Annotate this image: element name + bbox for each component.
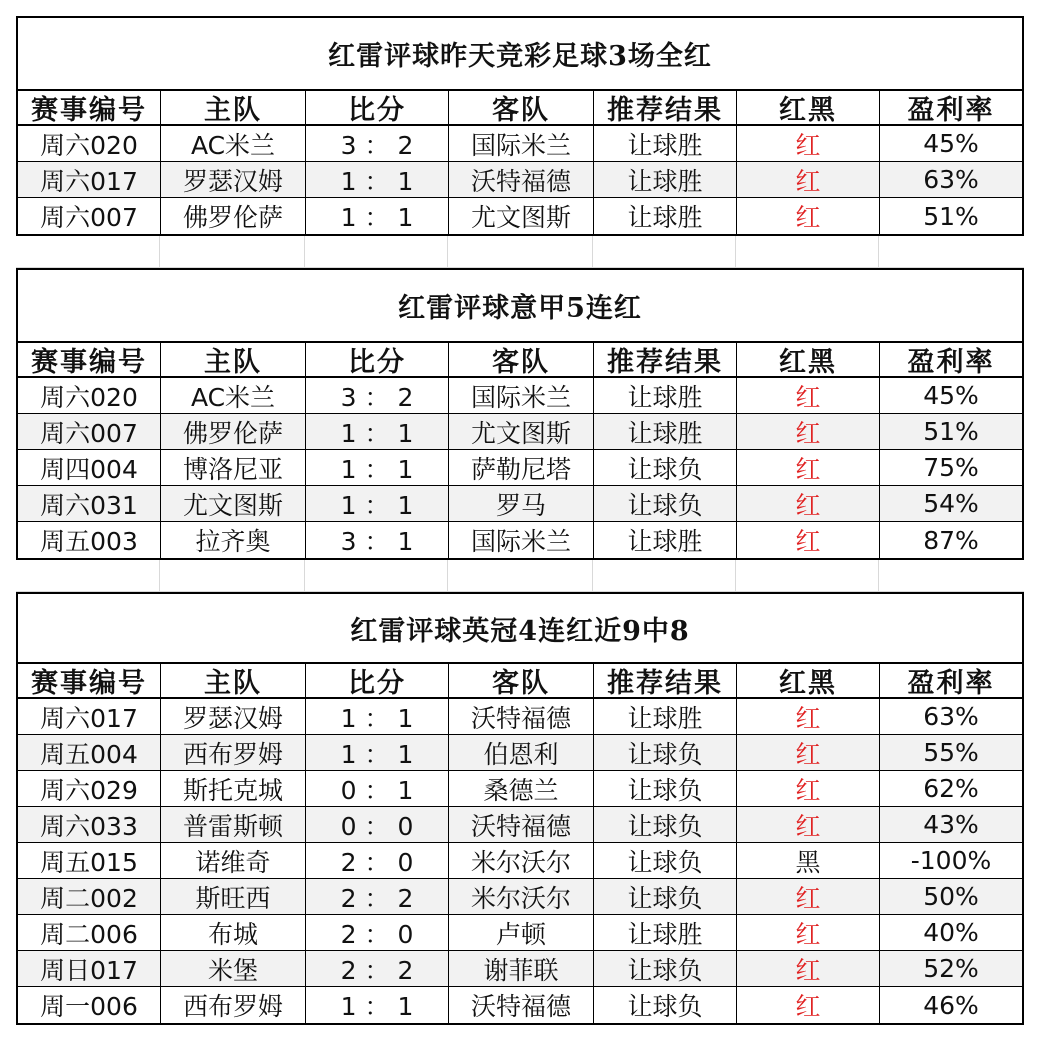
profit-cell: 45% [880,126,1022,162]
away-team-cell: 国际米兰 [449,522,594,558]
result-cell: 红 [737,198,880,234]
match-id-cell: 周一006 [18,987,161,1023]
table-row [18,879,1022,915]
pick-cell: 让球负 [594,987,737,1023]
score-cell: 2 ： 0 [306,843,449,879]
profit-cell: 40% [880,915,1022,951]
table-body [18,126,1022,234]
score-cell: 2 ： 0 [306,915,449,951]
result-cell: 红 [737,414,880,450]
home-team-cell: 拉齐奥 [161,522,306,558]
home-team-cell: 斯托克城 [161,771,306,807]
result-cell: 红 [737,771,880,807]
home-team-cell: 诺维奇 [161,843,306,879]
pick-cell: 让球负 [594,486,737,522]
profit-cell: 54% [880,486,1022,522]
home-team-cell: 西布罗姆 [161,987,306,1023]
header-row [18,91,1022,126]
away-team-cell: 尤文图斯 [449,198,594,234]
table-block-3 [16,592,1024,1025]
profit-cell: 46% [923,990,979,1020]
away-team-cell: 国际米兰 [449,378,594,414]
table-row [18,807,1022,843]
table-row [18,915,1022,951]
away-team-cell: 尤文图斯 [449,414,594,450]
score-cell: 2 ： 2 [306,879,449,915]
score-cell: 3 ： 2 [306,378,449,414]
result-cell: 红 [737,450,880,486]
match-id-cell: 周二002 [18,879,161,915]
gap-row-2 [16,556,1024,592]
away-team-cell: 米尔沃尔 [449,879,594,915]
pick-cell: 让球胜 [594,522,737,558]
header-cell: 赛事编号 [18,91,161,126]
table-title: 红雷评球英冠4连红近9中8 [18,594,1022,664]
header-row [18,343,1022,378]
score-cell: 1 ： 1 [306,735,449,771]
away-team-cell: 沃特福德 [449,807,594,843]
away-team-cell: 卢顿 [449,915,594,951]
away-team-cell: 谢菲联 [449,951,594,987]
score-cell: 3 ： 2 [306,126,449,162]
score-cell: 0 ： 0 [306,807,449,843]
pick-cell: 让球胜 [594,198,737,234]
pick-cell: 让球负 [594,843,737,879]
result-cell: 红 [737,951,880,987]
away-team-cell: 萨勒尼塔 [449,450,594,486]
away-team-cell: 桑德兰 [449,771,594,807]
score-cell: 1 ： 1 [306,450,449,486]
home-team-cell: 佛罗伦萨 [161,414,306,450]
pick-cell: 让球胜 [594,162,737,198]
score-cell: 1 ： 1 [306,486,449,522]
away-team-cell: 罗马 [449,486,594,522]
table-row [18,378,1022,414]
table-row [18,126,1022,162]
match-id-cell: 周二006 [18,915,161,951]
header-cell: 盈利率 [880,91,1022,126]
header-cell: 红黑 [737,91,880,126]
header-cell: 赛事编号 [18,664,161,699]
result-cell: 红 [737,915,880,951]
table-row [18,699,1022,735]
away-team-cell: 米尔沃尔 [449,843,594,879]
home-team-cell: 布城 [161,915,306,951]
match-id-cell: 周六007 [18,198,161,234]
score-cell: 1 ： 1 [306,987,449,1023]
home-team-cell: 佛罗伦萨 [161,198,306,234]
home-team-cell: 斯旺西 [161,879,306,915]
score-cell: 1 ： 1 [306,198,449,234]
profit-cell: 45% [880,378,1022,414]
pick-cell: 让球胜 [594,378,737,414]
profit-cell: 50% [880,879,1022,915]
match-id-cell: 周五003 [18,522,161,558]
pick-cell: 让球负 [594,450,737,486]
match-id-cell: 周六017 [18,699,161,735]
header-cell: 盈利率 [880,664,1022,699]
away-team-cell: 沃特福德 [449,699,594,735]
profit-cell: 63% [880,162,1022,198]
table-block-1 [16,16,1024,236]
result-cell: 红 [737,522,880,558]
header-cell: 红黑 [737,343,880,378]
result-cell: 红 [737,486,880,522]
gap-row-1 [16,232,1024,268]
header-cell: 盈利率 [880,343,1022,378]
result-cell: 红 [737,807,880,843]
result-cell: 红 [737,162,880,198]
away-team-cell: 伯恩利 [449,735,594,771]
score-cell: 3 ： 1 [306,522,449,558]
profit-cell: -100% [880,843,1022,879]
score-cell: 0 ： 1 [306,771,449,807]
table-row [18,951,1022,987]
pick-cell: 让球胜 [594,915,737,951]
header-cell: 推荐结果 [594,664,737,699]
table-title: 红雷评球昨天竞彩足球3场全红 [18,18,1022,91]
home-team-cell: 尤文图斯 [161,486,306,522]
header-cell: 主队 [161,91,306,126]
pick-cell: 让球负 [594,771,737,807]
result-cell: 红 [737,699,880,735]
header-cell: 客队 [449,91,594,126]
match-id-cell: 周五004 [18,735,161,771]
header-cell: 比分 [306,91,449,126]
profit-cell: 43% [880,807,1022,843]
match-id-cell: 周六031 [18,486,161,522]
match-id-cell: 周日017 [18,951,161,987]
home-team-cell: 罗瑟汉姆 [161,699,306,735]
table-body [18,378,1022,558]
pick-cell: 让球胜 [594,699,737,735]
away-team-cell: 沃特福德 [449,162,594,198]
pick-cell: 让球负 [594,807,737,843]
profit-cell: 75% [880,450,1022,486]
away-team-cell: 国际米兰 [449,126,594,162]
score-cell: 1 ： 1 [306,699,449,735]
table-row [18,771,1022,807]
match-id-cell: 周六033 [18,807,161,843]
header-cell: 赛事编号 [18,343,161,378]
table-row [18,414,1022,450]
table-row [18,987,1022,1023]
result-cell: 红 [737,126,880,162]
home-team-cell: 博洛尼亚 [161,450,306,486]
match-id-cell: 周六017 [18,162,161,198]
score-cell: 1 ： 1 [306,162,449,198]
match-id-cell: 周四004 [18,450,161,486]
match-id-cell: 周六029 [18,771,161,807]
header-cell: 红黑 [737,664,880,699]
header-cell: 比分 [306,664,449,699]
result-cell: 红 [737,987,880,1023]
home-team-cell: AC米兰 [161,378,306,414]
home-team-cell: 普雷斯顿 [161,807,306,843]
table-row [18,198,1022,234]
match-id-cell: 周六007 [18,414,161,450]
score-cell: 2 ： 2 [306,951,449,987]
profit-cell: 51% [923,201,979,231]
pick-cell: 让球负 [594,879,737,915]
match-id-cell: 周六020 [18,378,161,414]
header-cell: 主队 [161,664,306,699]
header-cell: 客队 [449,343,594,378]
header-cell: 推荐结果 [594,343,737,378]
table-row [18,450,1022,486]
profit-cell: 51% [880,414,1022,450]
header-cell: 客队 [449,664,594,699]
header-cell: 推荐结果 [594,91,737,126]
result-cell: 红 [737,378,880,414]
profit-cell: 62% [880,771,1022,807]
table-row [18,522,1022,558]
table-body [18,699,1022,1023]
result-cell: 红 [737,879,880,915]
pick-cell: 让球负 [594,735,737,771]
match-id-cell: 周五015 [18,843,161,879]
pick-cell: 让球负 [594,951,737,987]
table-row [18,735,1022,771]
result-cell: 红 [737,735,880,771]
profit-cell: 87% [923,525,979,555]
score-cell: 1 ： 1 [306,414,449,450]
result-cell: 黑 [737,843,880,879]
header-row [18,664,1022,699]
table-title: 红雷评球意甲5连红 [18,270,1022,343]
header-cell: 比分 [306,343,449,378]
home-team-cell: AC米兰 [161,126,306,162]
match-id-cell: 周六020 [18,126,161,162]
profit-cell: 63% [880,699,1022,735]
pick-cell: 让球胜 [594,414,737,450]
profit-cell: 55% [880,735,1022,771]
table-block-2 [16,268,1024,560]
profit-cell: 52% [880,951,1022,987]
home-team-cell: 米堡 [161,951,306,987]
table-row [18,162,1022,198]
table-row [18,486,1022,522]
home-team-cell: 西布罗姆 [161,735,306,771]
home-team-cell: 罗瑟汉姆 [161,162,306,198]
pick-cell: 让球胜 [594,126,737,162]
header-cell: 主队 [161,343,306,378]
table-row [18,843,1022,879]
away-team-cell: 沃特福德 [449,987,594,1023]
